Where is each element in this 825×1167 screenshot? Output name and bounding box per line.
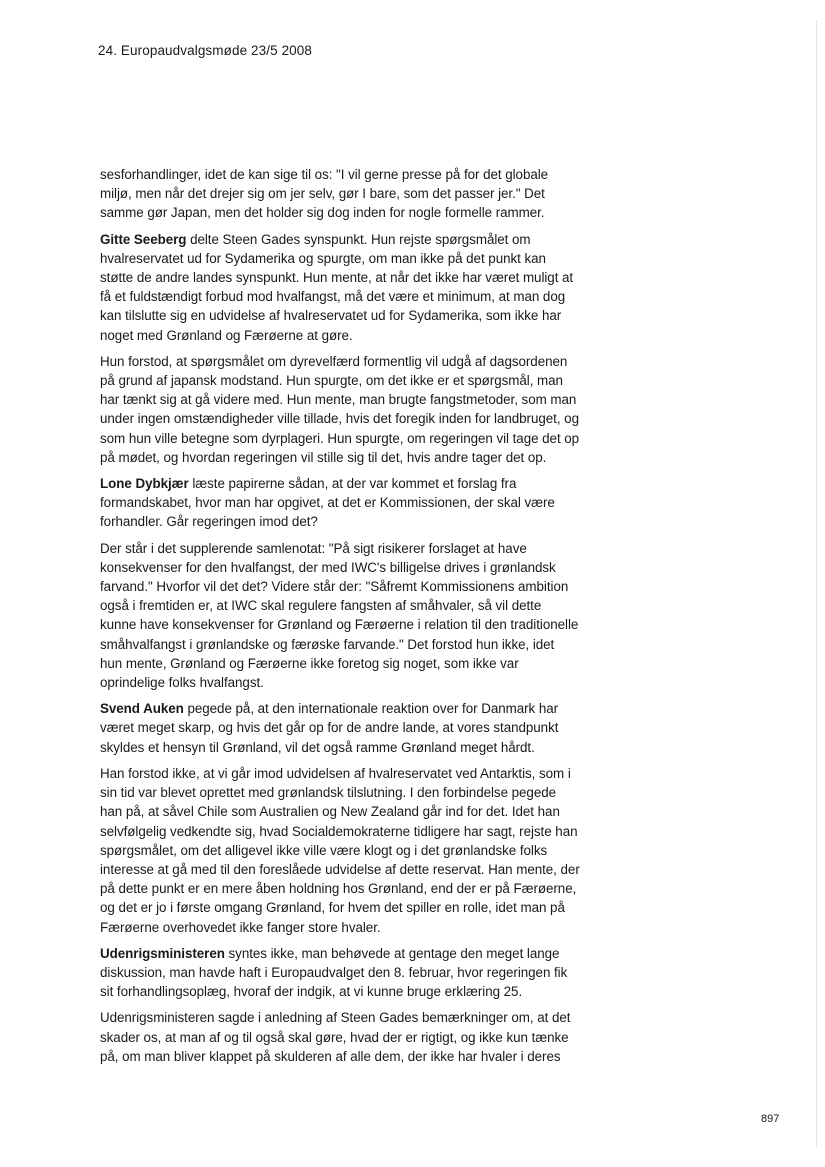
paragraph xyxy=(100,539,580,693)
paragraph-text: syntes ikke, man behøvede at gentage den meget lange diskussion, man havde haft i Europaudvalget den 8. februar, hvor regeringen fik sit forhandlingsoplæg, hvoraf der indgik, at vi kunne bruge erklæring 25. xyxy=(100,945,568,1000)
paragraph xyxy=(100,474,580,532)
paragraph xyxy=(100,165,580,223)
paragraph-text: pegede på, at den internationale reaktion over for Danmark har været meget skarp, og hvis det går op for de andre lande, at vores standpunkt skyldes et hensyn til Grønland, vil det også ramme Grønland meget hårdt. xyxy=(100,701,559,755)
paragraph xyxy=(100,944,580,1002)
paragraph-text: Udenrigsministeren sagde i anledning af Steen Gades bemærkninger om, at det skader os, at man af og til også skal gøre, hvad der er rigtigt, og ikke kun tænke på, om man bliver klappet på skulderen af alle dem, der ikke har hvaler i deres xyxy=(100,1010,571,1064)
page-header: 24. Europaudvalgsmøde 23/5 2008 xyxy=(98,43,312,58)
paragraph-text: Hun forstod, at spørgsmålet om dyrevelfærd formentlig vil udgå af dagsordenen på grund af japansk modstand. Hun spurgte, om det ikke er et spørgsmål, man har tænkt sig at gå videre med. Hun mente, man brugte fangstmetoder, som man under ingen omstændigheder ville tillade, hvis det foregik inden for landbruget, og som hun ville betegne som dyrplageri. Hun spurgte, om regeringen vil tage det op på mødet, og hvordan regeringen vil stille sig til det, hvis andre tager det op. xyxy=(100,353,580,465)
paragraph-text: Der står i det supplerende samlenotat: "På sigt risikerer forslaget at have konsekvenser for den hvalfangst, der med IWC's billigelse drives i grønlandsk farvand." Hvorfor vil det det? Videre står der: "Såfremt Kommissionens ambition også i fremtiden er, at IWC skal regulere fangsten af småhvaler, så vil dette kunne have konsekvenser for Grønland og Færøerne i relation til den traditionelle småhvalfangst i grønlandske og færøske farvande." Det forstod hun ikke, idet hun mente, Grønland og Færøerne ikke foretog sig noget, som ikke var oprindelige folks hvalfangst. xyxy=(100,540,579,691)
document-body xyxy=(100,165,580,1073)
paragraph-text: delte Steen Gades synspunkt. Hun rejste spørgsmålet om hvalreservatet ud for Sydamerika og spurgte, om man ikke på det punkt kan støtte de andre landes synspunkt. Hun mente, at når det ikke har været muligt at få et fuldstændigt forbud mod hvalfangst, må det være et minimum, at man dog kan tilslutte sig en udvidelse af hvalreservatet ud for Sydamerika, som ikke har noget med Grønland og Færøerne at gøre. xyxy=(100,231,574,343)
page-number: 897 xyxy=(761,1113,780,1125)
paragraph xyxy=(100,352,580,467)
speaker-name: Gitte Seeberg xyxy=(100,231,187,247)
paragraph xyxy=(100,764,580,937)
paragraph-text: Han forstod ikke, at vi går imod udvidelsen af hvalreservatet ved Antarktis, som i sin tid var blevet oprettet med grønlandsk tilslutning. I den forbindelse pegede han på, at såvel Chile som Australien og New Zealand går ind for det. Idet han selvfølgelig vedkendte sig, hvad Socialdemokraterne tidligere har sagt, rejste han spørgsmålet, om det alligevel ikke ville være klogt og i det grønlandske folks interesse at gå med til den foreslåede udvidelse af dette reservat. Han mente, der på dette punkt er en mere åben holdning hos Grønland, end der er på Færøerne, og det er jo i første omgang Grønland, for hvem det spiller en rolle, idet man på Færøerne overhovedet ikke fanger store hvaler. xyxy=(100,765,580,935)
scan-edge-divider xyxy=(816,20,823,1147)
paragraph xyxy=(100,230,580,345)
paragraph xyxy=(100,699,580,757)
paragraph xyxy=(100,1008,580,1066)
paragraph-text: læste papirerne sådan, at der var kommet et forslag fra formandskabet, hvor man har opgivet, at det er Kommissionen, der skal være forhandler. Går regeringen imod det? xyxy=(100,476,555,530)
speaker-name: Udenrigsministeren xyxy=(100,945,225,961)
speaker-name: Svend Auken xyxy=(100,701,184,717)
speaker-name: Lone Dybkjær xyxy=(100,476,189,492)
paragraph-text: sesforhandlinger, idet de kan sige til os: "I vil gerne presse på for det globale miljø, men når det drejer sig om jer selv, gør I bare, som det passer jer." Det samme gør Japan, men det holder sig dog inden for nogle formelle rammer. xyxy=(100,167,549,221)
